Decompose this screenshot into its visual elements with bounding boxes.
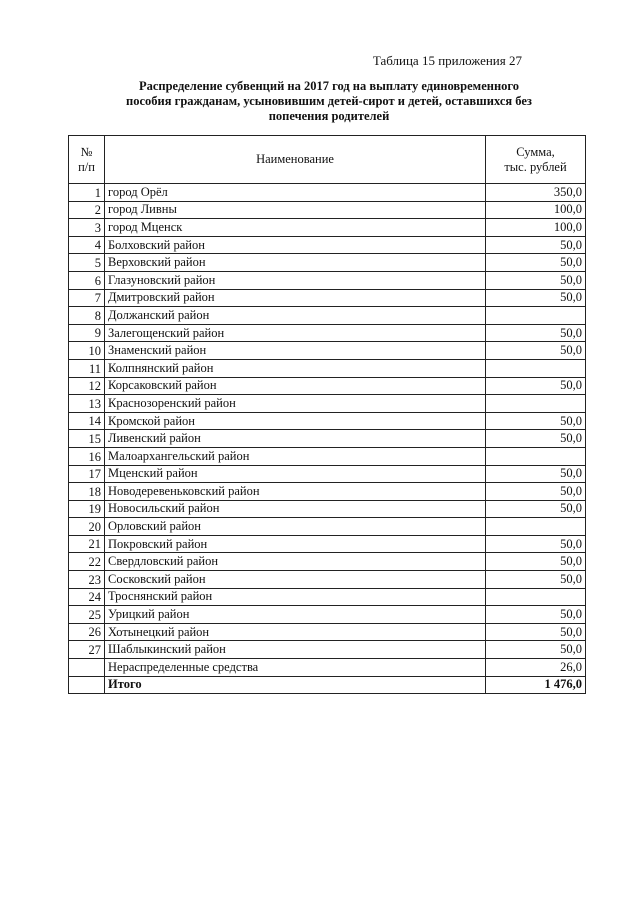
table-header-row bbox=[69, 136, 586, 184]
row-number-cell: 11 bbox=[69, 359, 105, 377]
table-row bbox=[69, 254, 586, 272]
row-name-cell: Должанский район bbox=[105, 307, 486, 325]
row-name-cell: Новодеревеньковский район bbox=[105, 483, 486, 501]
row-name-cell: Нераспределенные средства bbox=[105, 659, 486, 677]
table-row bbox=[69, 359, 586, 377]
table-row bbox=[69, 395, 586, 413]
row-sum-cell bbox=[486, 359, 586, 377]
table-row bbox=[69, 483, 586, 501]
row-name-cell: город Орёл bbox=[105, 184, 486, 202]
title-line: Распределение субвенций на 2017 год на выплату единовременного bbox=[138, 79, 520, 93]
table-row bbox=[69, 465, 586, 483]
row-number-cell: 14 bbox=[69, 412, 105, 430]
table-row bbox=[69, 342, 586, 360]
row-number-cell: 12 bbox=[69, 377, 105, 395]
row-name-cell: Хотынецкий район bbox=[105, 623, 486, 641]
row-number-cell: 22 bbox=[69, 553, 105, 571]
row-number-cell: 19 bbox=[69, 500, 105, 518]
row-name-cell: Глазуновский район bbox=[105, 271, 486, 289]
table-row bbox=[69, 430, 586, 448]
column-header-number-line: № bbox=[80, 144, 93, 159]
row-sum-cell: 50,0 bbox=[486, 623, 586, 641]
table-row bbox=[69, 271, 586, 289]
row-name-cell: Мценский район bbox=[105, 465, 486, 483]
row-number-cell: 25 bbox=[69, 606, 105, 624]
row-number-cell bbox=[69, 659, 105, 677]
row-name-cell: Кромской район bbox=[105, 412, 486, 430]
row-name-cell: Покровский район bbox=[105, 535, 486, 553]
table-row bbox=[69, 377, 586, 395]
row-sum-cell: 50,0 bbox=[486, 289, 586, 307]
total-sum-cell: 1 476,0 bbox=[486, 676, 586, 694]
row-name-cell: Залегощенский район bbox=[105, 324, 486, 342]
row-number-cell: 18 bbox=[69, 483, 105, 501]
table-row bbox=[69, 447, 586, 465]
row-number-cell: 8 bbox=[69, 307, 105, 325]
table-row bbox=[69, 659, 586, 677]
row-sum-cell: 50,0 bbox=[486, 606, 586, 624]
column-header-sum-line: тыс. рублей bbox=[504, 159, 567, 174]
row-sum-cell bbox=[486, 307, 586, 325]
column-header-number bbox=[69, 136, 105, 184]
total-label-cell: Итого bbox=[105, 676, 486, 694]
table-row bbox=[69, 553, 586, 571]
table-row bbox=[69, 623, 586, 641]
row-number-cell: 23 bbox=[69, 571, 105, 589]
row-sum-cell: 50,0 bbox=[486, 271, 586, 289]
table-row bbox=[69, 571, 586, 589]
column-header-number-line: п/п bbox=[78, 159, 95, 174]
row-sum-cell bbox=[486, 447, 586, 465]
row-sum-cell: 50,0 bbox=[486, 641, 586, 659]
subsidy-table bbox=[68, 135, 586, 694]
row-number-cell: 4 bbox=[69, 236, 105, 254]
table-row bbox=[69, 606, 586, 624]
title-line: попечения родителей bbox=[268, 109, 390, 123]
table-row bbox=[69, 307, 586, 325]
row-sum-cell: 50,0 bbox=[486, 342, 586, 360]
table-row bbox=[69, 236, 586, 254]
row-name-cell: Дмитровский район bbox=[105, 289, 486, 307]
row-name-cell: Шаблыкинский район bbox=[105, 641, 486, 659]
row-sum-cell: 350,0 bbox=[486, 184, 586, 202]
row-sum-cell: 50,0 bbox=[486, 254, 586, 272]
row-name-cell: Ливенский район bbox=[105, 430, 486, 448]
row-sum-cell: 26,0 bbox=[486, 659, 586, 677]
row-sum-cell bbox=[486, 588, 586, 606]
total-number-cell bbox=[69, 676, 105, 694]
row-number-cell: 2 bbox=[69, 201, 105, 219]
row-sum-cell: 100,0 bbox=[486, 219, 586, 237]
table-row bbox=[69, 588, 586, 606]
row-number-cell: 26 bbox=[69, 623, 105, 641]
row-name-cell: Урицкий район bbox=[105, 606, 486, 624]
table-row bbox=[69, 289, 586, 307]
table-row bbox=[69, 518, 586, 536]
row-name-cell: Краснозоренский район bbox=[105, 395, 486, 413]
row-name-cell: Малоархангельский район bbox=[105, 447, 486, 465]
table-row bbox=[69, 324, 586, 342]
row-number-cell: 13 bbox=[69, 395, 105, 413]
column-header-sum-line: Сумма, bbox=[516, 144, 555, 159]
table-row bbox=[69, 500, 586, 518]
row-name-cell: Новосильский район bbox=[105, 500, 486, 518]
row-number-cell: 21 bbox=[69, 535, 105, 553]
row-sum-cell: 100,0 bbox=[486, 201, 586, 219]
row-sum-cell bbox=[486, 395, 586, 413]
row-number-cell: 3 bbox=[69, 219, 105, 237]
row-number-cell: 1 bbox=[69, 184, 105, 202]
row-name-cell: Болховский район bbox=[105, 236, 486, 254]
column-header-sum bbox=[486, 136, 586, 184]
row-number-cell: 5 bbox=[69, 254, 105, 272]
row-sum-cell: 50,0 bbox=[486, 236, 586, 254]
row-number-cell: 7 bbox=[69, 289, 105, 307]
row-number-cell: 10 bbox=[69, 342, 105, 360]
row-name-cell: Знаменский район bbox=[105, 342, 486, 360]
row-number-cell: 20 bbox=[69, 518, 105, 536]
column-header-name: Наименование bbox=[105, 136, 486, 184]
table-row bbox=[69, 641, 586, 659]
row-sum-cell: 50,0 bbox=[486, 324, 586, 342]
row-name-cell: город Ливны bbox=[105, 201, 486, 219]
row-sum-cell: 50,0 bbox=[486, 483, 586, 501]
row-sum-cell: 50,0 bbox=[486, 553, 586, 571]
table-row bbox=[69, 219, 586, 237]
row-sum-cell: 50,0 bbox=[486, 430, 586, 448]
row-name-cell: Свердловский район bbox=[105, 553, 486, 571]
row-name-cell: Верховский район bbox=[105, 254, 486, 272]
row-sum-cell: 50,0 bbox=[486, 412, 586, 430]
row-sum-cell: 50,0 bbox=[486, 571, 586, 589]
row-name-cell: Орловский район bbox=[105, 518, 486, 536]
row-number-cell: 16 bbox=[69, 447, 105, 465]
row-number-cell: 27 bbox=[69, 641, 105, 659]
document-title bbox=[70, 79, 588, 124]
row-number-cell: 24 bbox=[69, 588, 105, 606]
table-body bbox=[69, 184, 586, 677]
table-row bbox=[69, 412, 586, 430]
title-line: пособия гражданам, усыновившим детей-сирот и детей, оставшихся без bbox=[126, 94, 532, 108]
table-row bbox=[69, 535, 586, 553]
table-row bbox=[69, 184, 586, 202]
row-number-cell: 15 bbox=[69, 430, 105, 448]
annex-label: Таблица 15 приложения 27 bbox=[372, 53, 522, 68]
row-name-cell: город Мценск bbox=[105, 219, 486, 237]
row-sum-cell: 50,0 bbox=[486, 535, 586, 553]
row-name-cell: Троснянский район bbox=[105, 588, 486, 606]
row-name-cell: Сосковский район bbox=[105, 571, 486, 589]
table-row bbox=[69, 201, 586, 219]
row-sum-cell: 50,0 bbox=[486, 377, 586, 395]
table-total-row bbox=[69, 676, 586, 694]
row-number-cell: 9 bbox=[69, 324, 105, 342]
row-sum-cell bbox=[486, 518, 586, 536]
row-name-cell: Колпнянский район bbox=[105, 359, 486, 377]
row-number-cell: 6 bbox=[69, 271, 105, 289]
row-number-cell: 17 bbox=[69, 465, 105, 483]
row-sum-cell: 50,0 bbox=[486, 500, 586, 518]
row-sum-cell: 50,0 bbox=[486, 465, 586, 483]
row-name-cell: Корсаковский район bbox=[105, 377, 486, 395]
